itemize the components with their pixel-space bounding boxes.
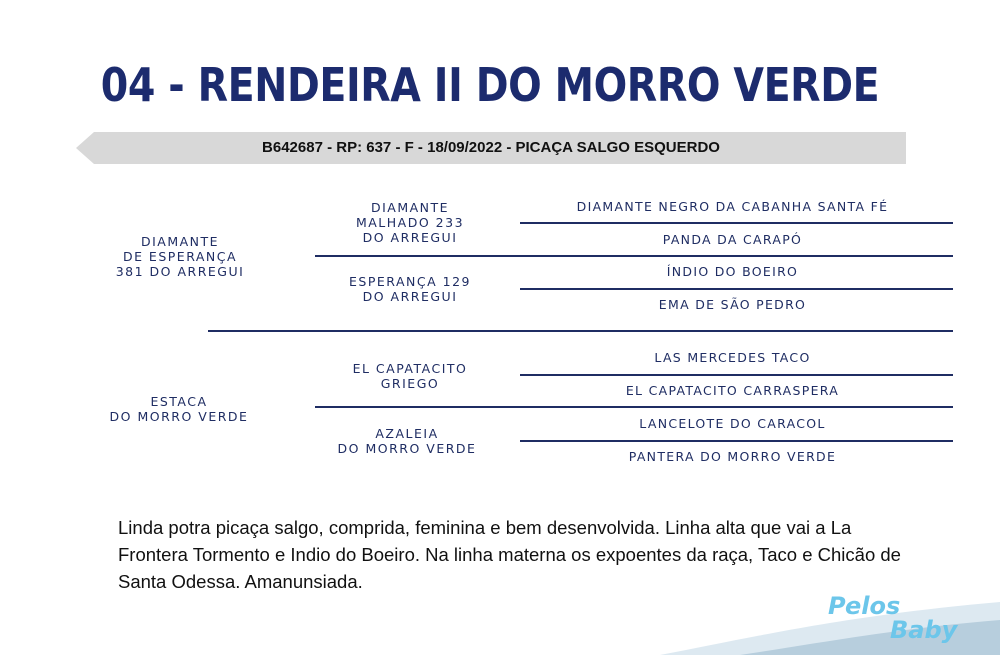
logo-line-2: Baby [890,616,958,644]
divider-gg-1 [520,222,953,224]
pedigree-gg-3: ÍNDIO DO BOEIRO [666,264,799,279]
pedigree-dam-sire: EL CAPATACITO GRIEGO [352,361,468,391]
divider-dam-sire-dam [315,406,953,408]
divider-sire-sire-dam [315,255,953,257]
divider-gg-2 [520,288,953,290]
pedigree-gg-1: DIAMANTE NEGRO DA CABANHA SANTA FÉ [576,199,889,214]
pedigree-dam-dam: AZALEIA DO MORRO VERDE [337,426,477,456]
divider-sire-dam [208,330,953,332]
brand-logo [828,592,978,652]
pedigree-gg-6: EL CAPATACITO CARRASPERA [625,383,840,398]
lot-title: 04 - RENDEIRA II DO MORRO VERDE [100,58,880,112]
pedigree-sire-sire: DIAMANTE MALHADO 233 DO ARREGUI [355,200,465,245]
lot-description: Linda potra picaça salgo, comprida, feminina e bem desenvolvida. Linha alta que vai a La Frontera Tormento e Indio do Boeiro. Na linha materna os expoentes da raça, Taco e Chicão de Santa Odessa. Amanunsiada. [118,517,901,592]
pedigree-gg-4: EMA DE SÃO PEDRO [658,297,807,312]
divider-gg-4 [520,440,953,442]
pedigree-sire: DIAMANTE DE ESPERANÇA 381 DO ARREGUI [115,234,245,279]
pedigree-sire-dam: ESPERANÇA 129 DO ARREGUI [349,274,471,304]
info-bar-text: B642687 - RP: 637 - F - 18/09/2022 - PICAÇA SALGO ESQUERDO [262,139,720,156]
pedigree-gg-5: LAS MERCEDES TACO [654,350,811,365]
pedigree-dam: ESTACA DO MORRO VERDE [109,394,249,424]
pedigree-gg-8: PANTERA DO MORRO VERDE [628,449,837,464]
logo-line-1: Pelos [828,592,901,620]
divider-gg-3 [520,374,953,376]
pedigree-gg-7: LANCELOTE DO CARACOL [639,416,826,431]
pedigree-gg-2: PANDA DA CARAPÓ [662,232,803,247]
